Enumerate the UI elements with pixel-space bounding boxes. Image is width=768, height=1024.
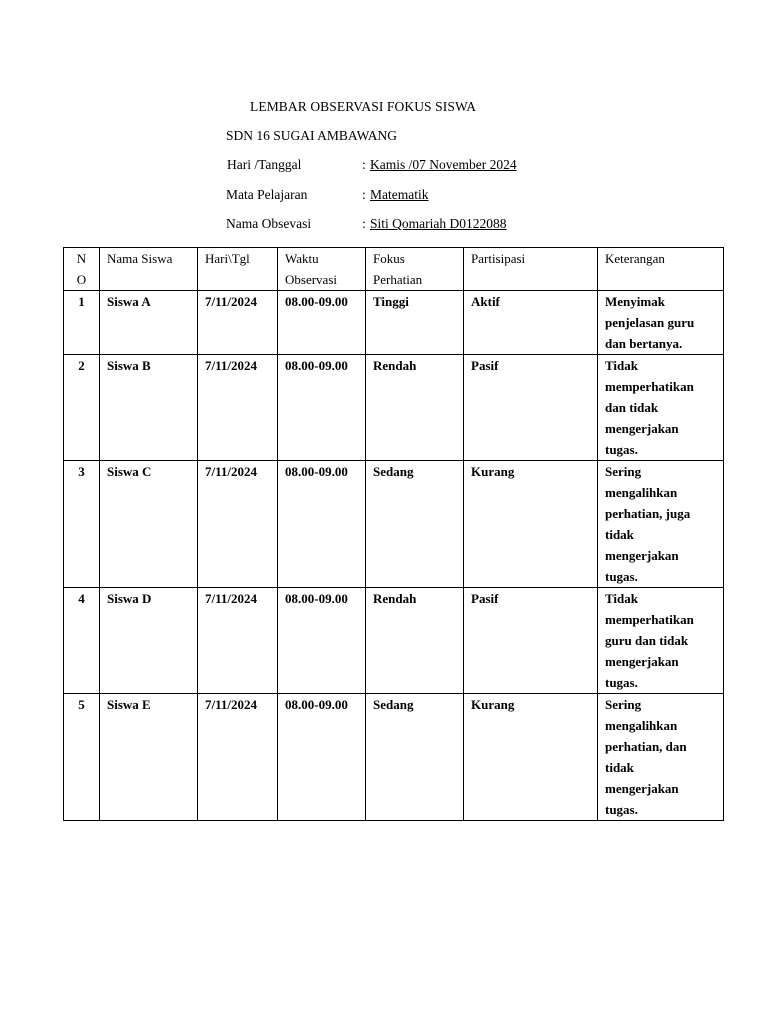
keterangan-line: dan tidak <box>605 400 659 415</box>
cell-no: 1 <box>64 291 100 355</box>
info-label-subject: Mata Pelajaran <box>226 187 308 202</box>
cell-name: Siswa C <box>100 461 198 588</box>
keterangan-line: tidak <box>605 760 634 775</box>
keterangan-line: perhatian, juga <box>605 506 691 521</box>
cell-date: 7/11/2024 <box>198 291 278 355</box>
cell-fokus: Tinggi <box>366 291 464 355</box>
keterangan-line: mengerjakan <box>605 421 679 436</box>
keterangan-line: tugas. <box>605 675 638 690</box>
info-colon: : <box>362 187 366 202</box>
table-row <box>64 355 724 461</box>
cell-no: 3 <box>64 461 100 588</box>
cell-fokus: Sedang <box>366 461 464 588</box>
table-row <box>64 291 724 355</box>
cell-name: Siswa A <box>100 291 198 355</box>
cell-time: 08.00-09.00 <box>278 461 366 588</box>
info-value-observer: Siti Qomariah D0122088 <box>370 216 507 231</box>
header-name: Nama Siswa <box>100 248 198 291</box>
keterangan-line: Sering <box>605 697 642 712</box>
cell-time: 08.00-09.00 <box>278 291 366 355</box>
keterangan-line: Tidak <box>605 591 639 606</box>
keterangan-line: mengerjakan <box>605 781 679 796</box>
info-colon: : <box>362 216 366 231</box>
cell-date: 7/11/2024 <box>198 694 278 821</box>
header-fokus: Fokus Perhatian <box>366 248 464 291</box>
cell-keterangan <box>598 694 724 821</box>
cell-time: 08.00-09.00 <box>278 355 366 461</box>
cell-partisipasi: Pasif <box>464 355 598 461</box>
info-value-date: Kamis /07 November 2024 <box>370 157 517 172</box>
cell-date: 7/11/2024 <box>198 461 278 588</box>
document-title: LEMBAR OBSERVASI FOKUS SISWA <box>250 99 477 114</box>
info-value-subject: Matematik <box>370 187 429 202</box>
table-row <box>64 588 724 694</box>
table-header-row <box>64 248 724 291</box>
keterangan-line: memperhatikan <box>605 379 694 394</box>
cell-keterangan <box>598 461 724 588</box>
info-row-date <box>226 157 517 173</box>
cell-name: Siswa D <box>100 588 198 694</box>
cell-name: Siswa B <box>100 355 198 461</box>
keterangan-line: mengalihkan <box>605 718 678 733</box>
cell-partisipasi: Pasif <box>464 588 598 694</box>
keterangan-line: penjelasan guru <box>605 315 695 330</box>
keterangan-line: tugas. <box>605 569 638 584</box>
cell-no: 4 <box>64 588 100 694</box>
info-label-observer: Nama Obsevasi <box>226 216 312 231</box>
keterangan-line: mengerjakan <box>605 654 679 669</box>
cell-keterangan <box>598 588 724 694</box>
header-time: Waktu Observasi <box>278 248 366 291</box>
cell-name: Siswa E <box>100 694 198 821</box>
keterangan-line: mengalihkan <box>605 485 678 500</box>
school-name: SDN 16 SUGAI AMBAWANG <box>226 128 398 143</box>
cell-keterangan <box>598 355 724 461</box>
header-partisipasi: Partisipasi <box>464 248 598 291</box>
keterangan-line: tugas. <box>605 442 638 457</box>
cell-time: 08.00-09.00 <box>278 694 366 821</box>
info-row-subject <box>226 187 428 203</box>
info-colon: : <box>362 157 366 172</box>
header-keterangan: Keterangan <box>598 248 724 291</box>
info-label-date: Hari /Tanggal <box>227 157 302 172</box>
header-date: Hari\Tgl <box>198 248 278 291</box>
keterangan-line: memperhatikan <box>605 612 694 627</box>
keterangan-line: Menyimak <box>605 294 665 309</box>
keterangan-line: tugas. <box>605 802 638 817</box>
cell-fokus: Rendah <box>366 588 464 694</box>
table-body <box>64 291 724 821</box>
cell-date: 7/11/2024 <box>198 588 278 694</box>
cell-no: 2 <box>64 355 100 461</box>
cell-no: 5 <box>64 694 100 821</box>
cell-partisipasi: Aktif <box>464 291 598 355</box>
keterangan-line: perhatian, dan <box>605 739 687 754</box>
info-row-observer <box>226 216 507 232</box>
keterangan-line: Sering <box>605 464 642 479</box>
cell-partisipasi: Kurang <box>464 461 598 588</box>
cell-date: 7/11/2024 <box>198 355 278 461</box>
keterangan-line: guru dan tidak <box>605 633 689 648</box>
table-row <box>64 694 724 821</box>
cell-time: 08.00-09.00 <box>278 588 366 694</box>
cell-fokus: Rendah <box>366 355 464 461</box>
table-row <box>64 461 724 588</box>
cell-keterangan <box>598 291 724 355</box>
keterangan-line: tidak <box>605 527 634 542</box>
cell-fokus: Sedang <box>366 694 464 821</box>
keterangan-line: dan bertanya. <box>605 336 683 351</box>
cell-partisipasi: Kurang <box>464 694 598 821</box>
header-no: N O <box>64 248 100 291</box>
keterangan-line: Tidak <box>605 358 639 373</box>
observation-table <box>63 247 724 821</box>
keterangan-line: mengerjakan <box>605 548 679 563</box>
